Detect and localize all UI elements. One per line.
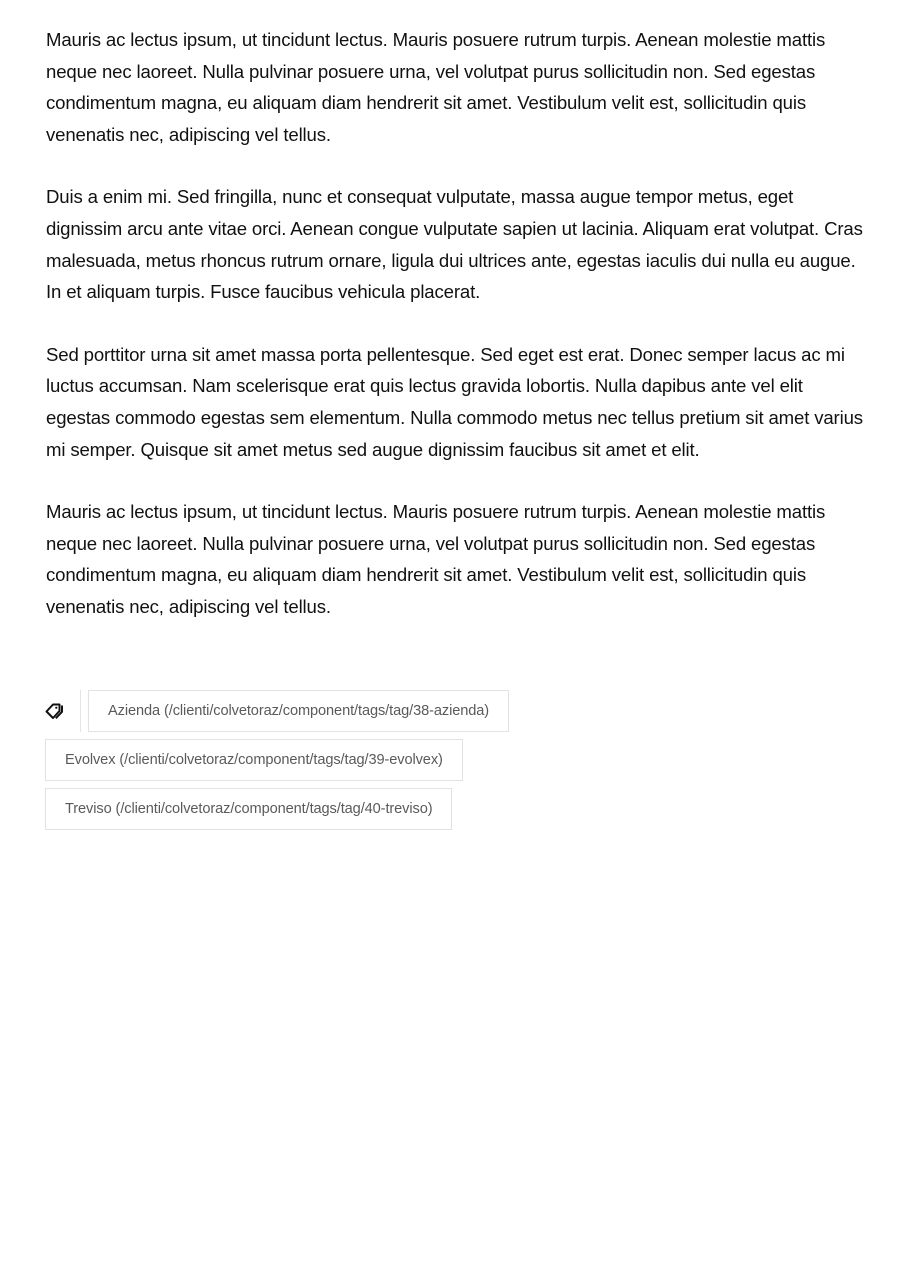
tags-icon: [45, 690, 81, 732]
tags-row: [45, 690, 865, 732]
tags-row: [45, 739, 865, 781]
article-body: [46, 24, 866, 654]
article-paragraph: Duis a enim mi. Sed fringilla, nunc et consequat vulputate, massa augue tempor metus, eget dignissim arcu ante vitae orci. Aenean congue vulputate sapien ut lacinia. Aliquam erat volutpat. Cras malesuada, metus rhoncus rutrum ornare, ligula dui ultrices ante, egestas iaculis dui nulla eu augue. In et aliquam turpis. Fusce faucibus vehicula placerat.: [46, 186, 863, 303]
tags-list: [45, 690, 865, 837]
article-paragraph: Mauris ac lectus ipsum, ut tincidunt lectus. Mauris posuere rutrum turpis. Aenean molestie mattis neque nec laoreet. Nulla pulvinar posuere urna, vel volutpat purus sollicitudin non. Sed egestas condimentum magna, eu aliquam diam hendrerit sit amet. Vestibulum velit est, sollicitudin quis venenatis nec, adipiscing vel tellus.: [46, 501, 826, 617]
tag-link-evolvex[interactable]: Evolvex (/clienti/colvetoraz/component/tags/tag/39-evolvex): [45, 739, 463, 781]
article-paragraph: Mauris ac lectus ipsum, ut tincidunt lectus. Mauris posuere rutrum turpis. Aenean molestie mattis neque nec laoreet. Nulla pulvinar posuere urna, vel volutpat purus sollicitudin non. Sed egestas condimentum magna, eu aliquam diam hendrerit sit amet. Vestibulum velit est, sollicitudin quis venenatis nec, adipiscing vel tellus.: [46, 29, 826, 145]
tag-link-treviso[interactable]: Treviso (/clienti/colvetoraz/component/tags/tag/40-treviso): [45, 788, 452, 830]
tags-row: [45, 788, 865, 830]
article-paragraph: Sed porttitor urna sit amet massa porta pellentesque. Sed eget est erat. Donec semper lacus ac mi luctus accumsan. Nam scelerisque erat quis lectus gravida lobortis. Nulla dapibus ante vel elit egestas commodo egestas sem elementum. Nulla commodo metus nec tellus pretium sit amet varius mi semper. Quisque sit amet metus sed augue dignissim faucibus sit amet et elit.: [46, 343, 863, 460]
tag-link-azienda[interactable]: Azienda (/clienti/colvetoraz/component/tags/tag/38-azienda): [88, 690, 509, 732]
